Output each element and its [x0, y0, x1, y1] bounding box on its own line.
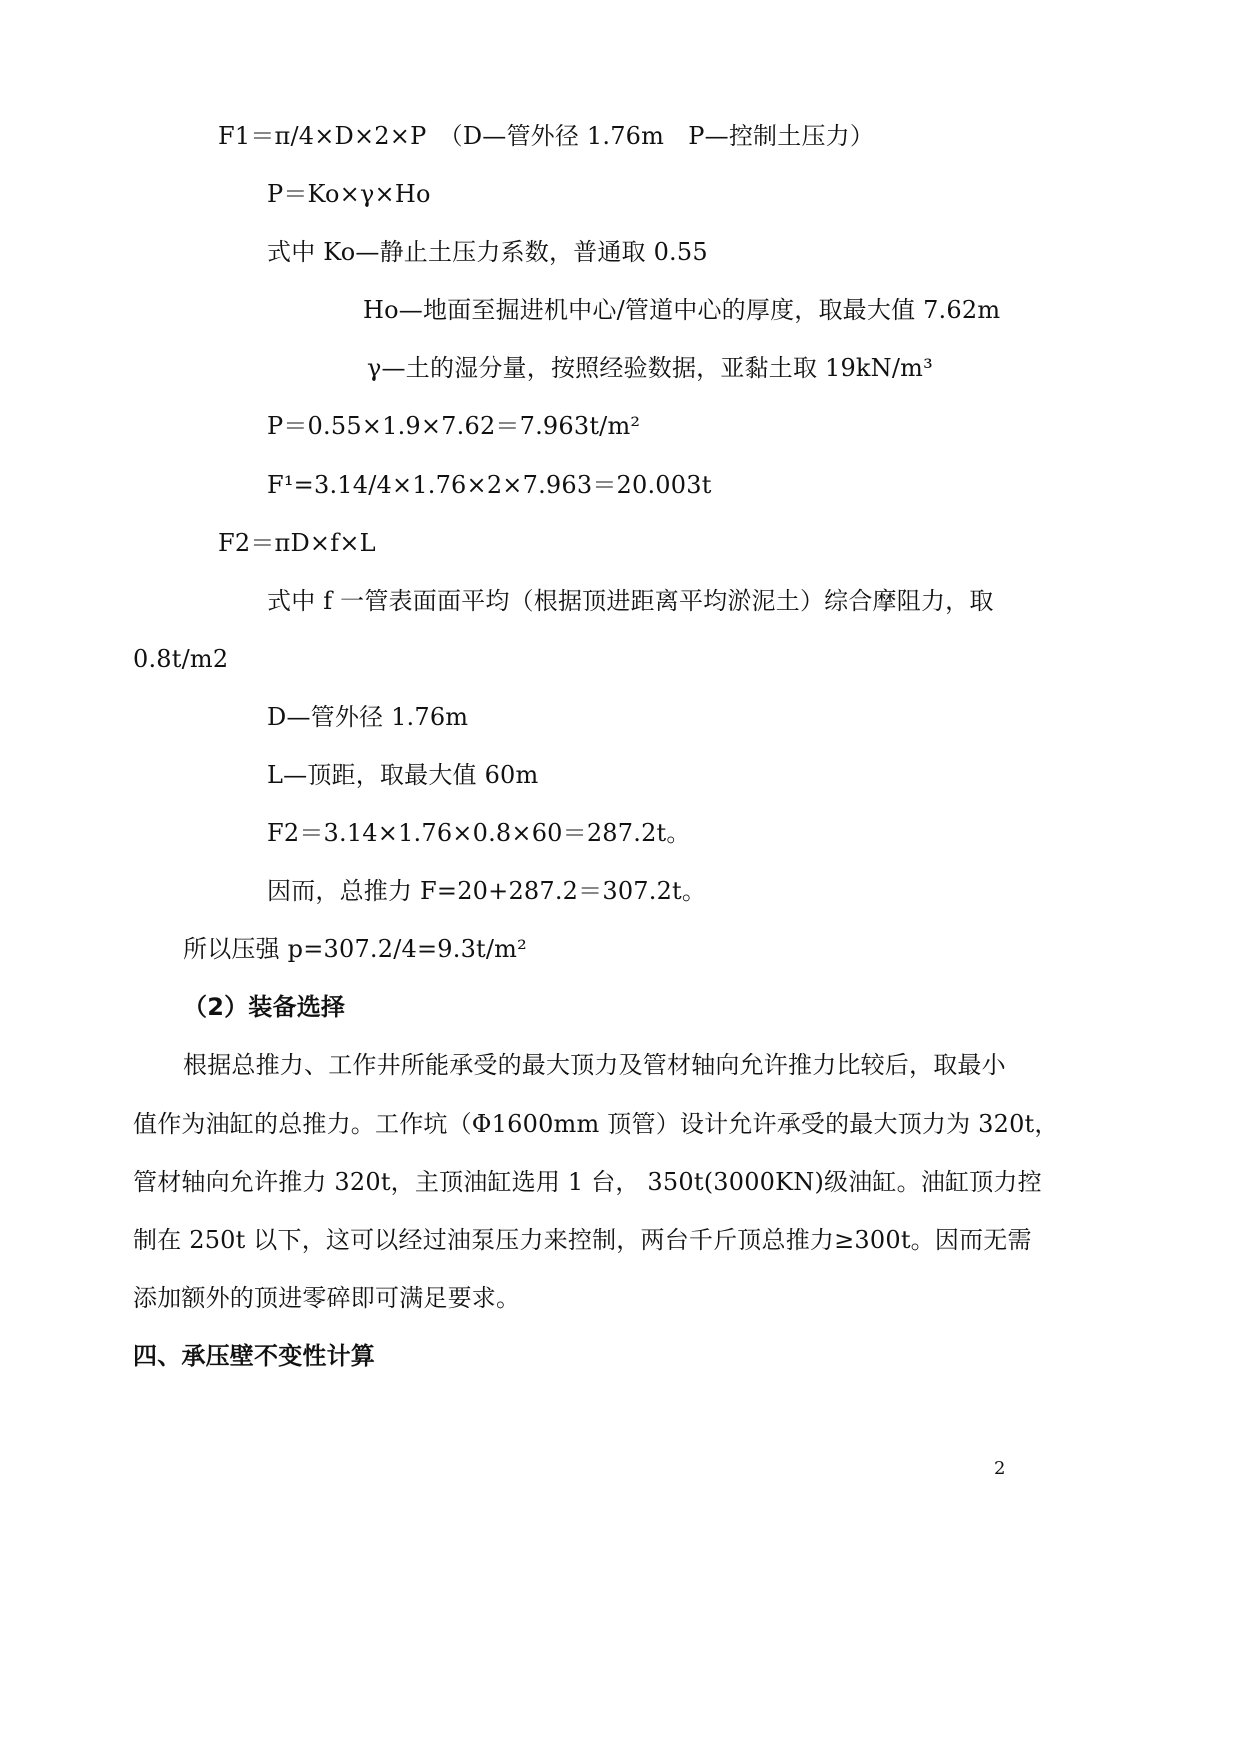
formula-f1: F1＝π/4×D×2×P （D—管外径 1.76m P—控制土压力） — [218, 122, 875, 150]
paragraph-line-5: 添加额外的顶进零碎即可满足要求。 — [133, 1284, 521, 1312]
text-l-definition: L—顶距，取最大值 60m — [267, 761, 539, 789]
paragraph-line-1: 根据总推力、工作井所能承受的最大顶力及管材轴向允许推力比较后，取最小 — [183, 1051, 1006, 1079]
text-gamma-definition: γ—土的湿分量，按照经验数据，亚黏土取 19kN/m³ — [367, 354, 933, 382]
text-f-definition: 式中 f 一管表面面平均（根据顶进距离平均淤泥土）综合摩阻力，取 — [267, 587, 994, 615]
paragraph-line-2: 值作为油缸的总推力。工作坑（Φ1600mm 顶管）设计允许承受的最大顶力为 320t， — [133, 1110, 1059, 1138]
text-f-value: 0.8t/m2 — [133, 645, 229, 673]
section-heading-bearing-wall: 四、承压壁不变性计算 — [133, 1342, 375, 1370]
formula-f2-value: F2＝3.14×1.76×0.8×60＝287.2t。 — [267, 819, 691, 847]
section-heading-equipment-selection: （2）装备选择 — [183, 993, 346, 1021]
formula-f1-value: F¹=3.14/4×1.76×2×7.963＝20.003t — [267, 471, 712, 499]
paragraph-line-3: 管材轴向允许推力 320t，主顶油缸选用 1 台， 350t(3000KN)级油缸。油缸顶力控 — [133, 1168, 1042, 1196]
paragraph-line-4: 制在 250t 以下，这可以经过油泵压力来控制，两台千斤顶总推力≥300t。因而无需 — [133, 1226, 1032, 1254]
formula-total-thrust: 因而，总推力 F=20+287.2＝307.2t。 — [267, 877, 707, 905]
formula-f2: F2＝πD×f×L — [218, 529, 376, 557]
text-ko-definition: 式中 Ko—静止土压力系数，普通取 0.55 — [267, 238, 708, 266]
formula-p: P＝Ko×γ×Ho — [267, 180, 431, 208]
formula-p-value: P＝0.55×1.9×7.62＝7.963t/m² — [267, 412, 641, 440]
text-d-definition: D—管外径 1.76m — [267, 703, 469, 731]
page-number: 2 — [994, 1458, 1006, 1479]
text-ho-definition: Ho—地面至掘进机中心/管道中心的厚度，取最大值 7.62m — [363, 296, 1001, 324]
formula-pressure: 所以压强 p=307.2/4=9.3t/m² — [183, 935, 527, 963]
